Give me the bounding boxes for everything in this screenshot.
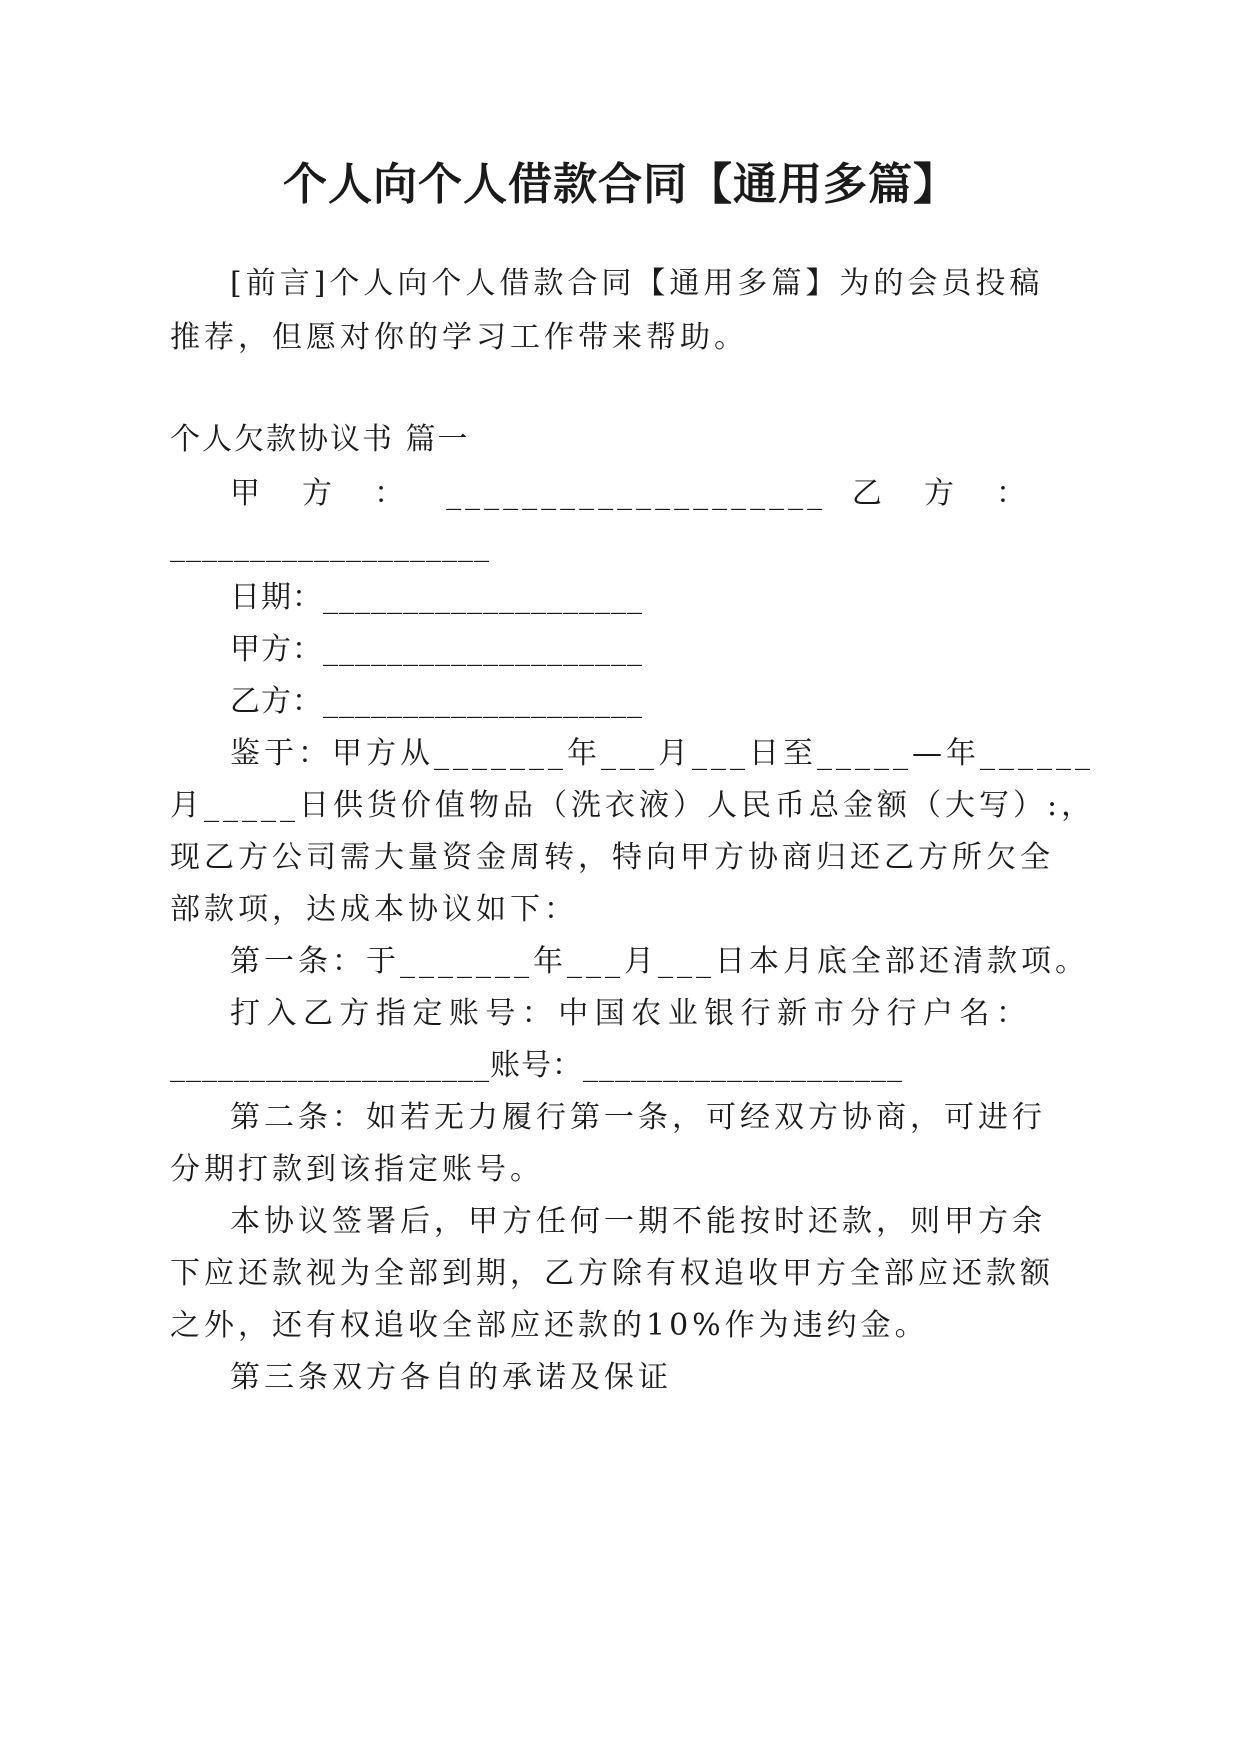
party-line-b: ____________________ <box>170 528 490 563</box>
article-1-line-1: 第一条：于_______年___月___日本月底全部还清款项。 <box>230 944 1089 979</box>
recital-line-4: 部款项，达成本协议如下： <box>170 892 578 927</box>
document-title: 个人向个人借款合同【通用多篇】 <box>283 159 958 210</box>
recital-line-1: 鉴于：甲方从_______年___月___日至_____—年______ <box>230 736 1094 771</box>
preface-line-1: [前言]个人向个人借款合同【通用多篇】为的会员投稿 <box>230 266 1044 301</box>
recital-line-2: 月_____日供货价值物品（洗衣液）人民币总金额（大写）:， <box>170 788 1096 823</box>
article-3-heading: 第三条双方各自的承诺及保证 <box>230 1360 672 1395</box>
account-line: ____________________账号：____________________ <box>170 1048 903 1083</box>
default-line-1: 本协议签署后，甲方任何一期不能按时还款，则甲方余 <box>230 1204 1046 1239</box>
date-field: 日期：____________________ <box>230 580 643 615</box>
default-line-3: 之外，还有权追收全部应还款的10%作为违约金。 <box>170 1308 929 1343</box>
default-line-2: 下应还款视为全部到期，乙方除有权追收甲方全部应还款额 <box>170 1256 1054 1291</box>
article-1-line-2: 打入乙方指定账号：中国农业银行新市分行户名： <box>230 996 1030 1031</box>
article-2-line-2: 分期打款到该指定账号。 <box>170 1152 544 1187</box>
party-line-a: 甲 方 ： ____________________ 乙 方 ： <box>230 476 1030 511</box>
party-a-field: 甲方：____________________ <box>230 632 643 667</box>
party-b-field: 乙方：____________________ <box>230 684 643 719</box>
section-heading: 个人欠款协议书 篇一 <box>170 422 470 457</box>
article-2-line-1: 第二条：如若无力履行第一条，可经双方协商，可进行 <box>230 1100 1046 1135</box>
preface-line-2: 推荐，但愿对你的学习工作带来帮助。 <box>170 320 748 355</box>
recital-line-3: 现乙方公司需大量资金周转，特向甲方协商归还乙方所欠全 <box>170 840 1054 875</box>
